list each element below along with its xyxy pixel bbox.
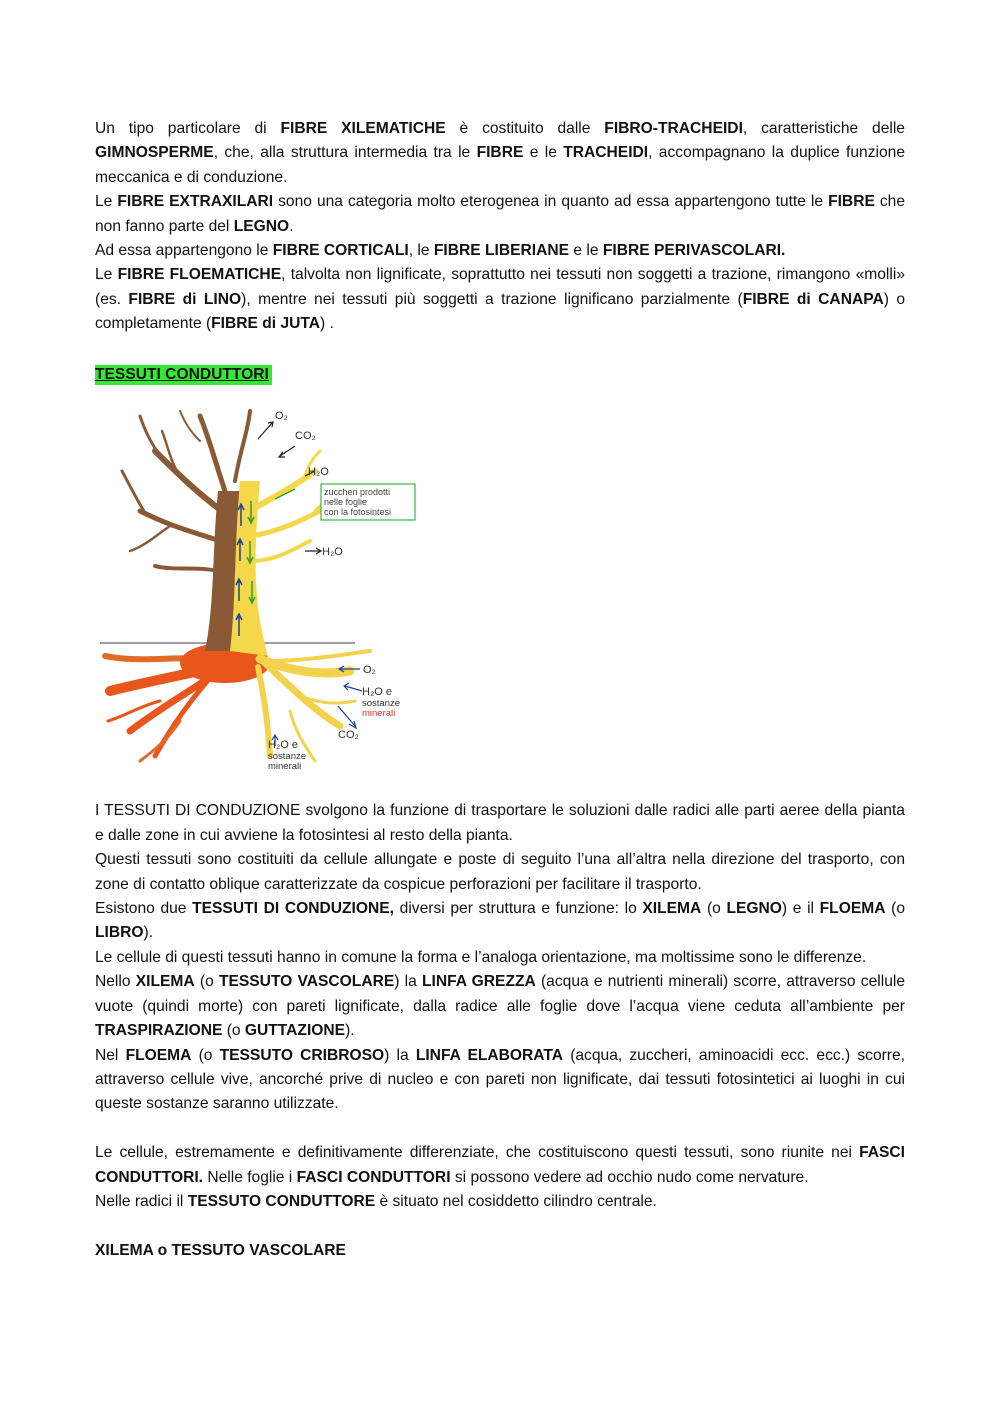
bold-term: TESSUTO CONDUTTORE xyxy=(187,1192,376,1210)
text-run: (o xyxy=(222,1022,245,1040)
label-h2o-root-1: H₂O e xyxy=(362,686,392,699)
bold-term: FASCI CONDUTTORI xyxy=(296,1168,451,1186)
text-run: ) o completamente ( xyxy=(95,290,906,333)
label-h2o-top: H₂O xyxy=(308,466,329,479)
body-paragraph-6 xyxy=(95,1044,905,1117)
text-run: Nelle radici il xyxy=(95,1192,188,1210)
intro-paragraph-4 xyxy=(95,263,905,336)
text-run: Le cellule di questi tessuti hanno in comune la forma e l’analoga orientazione, ma moltissime sono le differenze. xyxy=(95,948,867,966)
intro-paragraph-3 xyxy=(95,239,905,263)
label-h2o-root-2: sostanze xyxy=(362,698,401,710)
intro-paragraph-1 xyxy=(95,117,905,190)
bold-term: GUTTAZIONE xyxy=(244,1022,346,1040)
text-run: è costituito dalle xyxy=(445,120,605,137)
bold-term: FASCI CONDUTTORI. xyxy=(95,1144,905,1186)
bold-term: GIMNOSPERME xyxy=(95,144,214,162)
bold-term: LEGNO xyxy=(726,900,782,918)
bold-term: FIBRE di JUTA xyxy=(211,315,321,333)
text-run: (o xyxy=(194,973,219,991)
text-run: e le xyxy=(569,242,603,260)
text-run: Nelle foglie i xyxy=(203,1168,297,1186)
text-run: ) la xyxy=(394,973,422,991)
text-run: Le cellule, estremamente e definitivamente differenziate, che costituiscono questi tessuti, sono riunite nei xyxy=(95,1144,860,1162)
bold-term: TRASPIRAZIONE xyxy=(95,1022,223,1040)
bold-term: FIBRE xyxy=(476,144,524,162)
bold-term: FIBRE xyxy=(828,193,875,211)
section-heading: TESSUTI CONDUTTORI xyxy=(95,365,272,385)
bold-term: FIBRO-TRACHEIDI xyxy=(604,120,743,137)
body-paragraph-8 xyxy=(95,1190,905,1214)
bold-term: XILEMA xyxy=(642,900,702,918)
text-run: (o xyxy=(191,1046,220,1064)
text-run: (o xyxy=(885,900,905,918)
label-h2o-root-3: minerali xyxy=(362,708,396,720)
bold-term: FIBRE FLOEMATICHE xyxy=(117,266,282,284)
body-paragraph-4 xyxy=(95,946,905,970)
bold-term: FIBRE CORTICALI xyxy=(272,242,409,260)
text-run: I TESSUTI DI CONDUZIONE svolgono la funzione di trasportare le soluzioni dalle radici alle parti aeree della pianta e dalle zone in cui avviene la fotosintesi al resto della pianta. xyxy=(95,802,905,844)
text-run: diversi per struttura e funzione: lo xyxy=(394,900,643,918)
text-run: , le xyxy=(408,242,434,260)
bold-term: FLOEMA xyxy=(125,1046,192,1064)
bold-term: FIBRE LIBERIANE xyxy=(433,242,570,260)
body-paragraph-2 xyxy=(95,848,905,897)
bold-term: LIBRO xyxy=(95,924,144,942)
tree-illustration xyxy=(100,401,430,781)
body-paragraph-7 xyxy=(95,1141,905,1190)
bold-term: XILEMA xyxy=(135,973,195,991)
text-run: Le xyxy=(95,266,118,284)
text-run: Un tipo particolare di xyxy=(95,120,281,137)
text-run: (o xyxy=(701,900,727,918)
label-h2o-bottom-3: minerali xyxy=(268,761,302,773)
text-run: sono una categoria molto eterogenea in quanto ad essa appartengono tutte le xyxy=(273,193,829,211)
body-paragraph-1 xyxy=(95,799,905,848)
text-run: che non fanno parte del xyxy=(95,193,906,235)
text-run: (acqua e nutrienti minerali) scorre, attraverso cellule vuote (quindi morte) con pareti lignificate, dalla radice alle foglie dove l’acqua viene ceduta all’ambiente per xyxy=(95,973,906,1015)
bold-term: FIBRE PERIVASCOLARI. xyxy=(602,242,786,260)
label-h2o-bottom-1: H₂O e xyxy=(268,739,298,752)
bold-term: FLOEMA xyxy=(819,900,886,918)
text-run: si possono vedere ad occhio nudo come nervature. xyxy=(450,1168,809,1186)
label-h2o-bottom-2: sostanze xyxy=(268,751,307,763)
label-h2o-mid: H₂O xyxy=(322,546,343,559)
text-run: Esistono due xyxy=(95,900,193,918)
label-o2-top: O₂ xyxy=(275,410,288,423)
text-run: , caratteristiche delle xyxy=(742,120,905,137)
bold-term: FIBRE di CANAPA xyxy=(742,290,884,308)
text-run: Le xyxy=(95,193,118,211)
text-run: (acqua, zuccheri, aminoacidi ecc. ecc.) scorre, attraverso cellule vive, ancorché prive di nucleo e con pareti non lignificate, dai tessuti fotosintetici ai luoghi in cui queste sostanze saranno utilizzate. xyxy=(95,1046,906,1113)
bold-term: TESSUTO VASCOLARE xyxy=(218,973,395,991)
text-run: ) . xyxy=(320,315,334,333)
subheading-xilema: XILEMA o TESSUTO VASCOLARE xyxy=(95,1241,346,1259)
text-run: ) e il xyxy=(781,900,820,918)
text-run: è situato nel cosiddetto cilindro centrale. xyxy=(375,1192,657,1210)
text-run: Nello xyxy=(95,973,136,991)
text-run: . xyxy=(289,217,294,235)
text-run: e le xyxy=(523,144,564,162)
label-sugars-3: con la fotosintesi xyxy=(324,507,392,518)
bold-term: TESSUTI DI CONDUZIONE, xyxy=(192,900,394,918)
bold-term: FIBRE XILEMATICHE xyxy=(280,120,446,137)
bold-term: TRACHEIDI xyxy=(563,144,649,162)
bold-term: LINFA ELABORATA xyxy=(415,1046,564,1064)
bold-term: TESSUTO CRIBROSO xyxy=(219,1046,385,1064)
body-paragraph-3 xyxy=(95,897,905,946)
document-page xyxy=(95,117,905,1263)
text-run: ). xyxy=(143,924,154,942)
text-run: ) la xyxy=(384,1046,416,1064)
bold-term: FIBRE di LINO xyxy=(128,290,242,308)
text-run: ). xyxy=(345,1022,355,1040)
text-run: Ad essa appartengono le xyxy=(95,242,273,260)
text-run: ), mentre nei tessuti più soggetti a trazione lignificano parzialmente ( xyxy=(241,290,743,308)
text-run: , talvolta non lignificate, soprattutto nei tessuti non soggetti a trazione, rimangono «molli» (es. xyxy=(95,266,905,308)
bold-term: LEGNO xyxy=(233,217,290,235)
text-run: , che, alla struttura intermedia tra le xyxy=(213,144,477,162)
intro-paragraph-2 xyxy=(95,190,905,239)
text-run: , accompagnano la duplice funzione meccanica e di conduzione. xyxy=(95,144,905,186)
body-paragraph-5 xyxy=(95,970,905,1043)
label-sugars-2: nelle foglie xyxy=(324,497,368,508)
bold-term: FIBRE EXTRAXILARI xyxy=(117,193,274,211)
text-run: Questi tessuti sono costituiti da cellule allungate e poste di seguito l’una all’altra nella direzione del trasporto, con zone di contatto oblique caratterizzate da cospicue perforazioni per facilitare il trasporto. xyxy=(95,851,905,893)
label-o2-root: O₂ xyxy=(363,664,376,677)
label-sugars-1: zuccheri prodotti xyxy=(324,487,391,498)
bold-term: LINFA GREZZA xyxy=(422,973,536,991)
label-co2-top: CO₂ xyxy=(295,430,316,443)
text-run: Nel xyxy=(95,1046,126,1064)
tree-conduction-figure xyxy=(100,401,430,781)
label-co2-root: CO₂ xyxy=(338,729,359,742)
